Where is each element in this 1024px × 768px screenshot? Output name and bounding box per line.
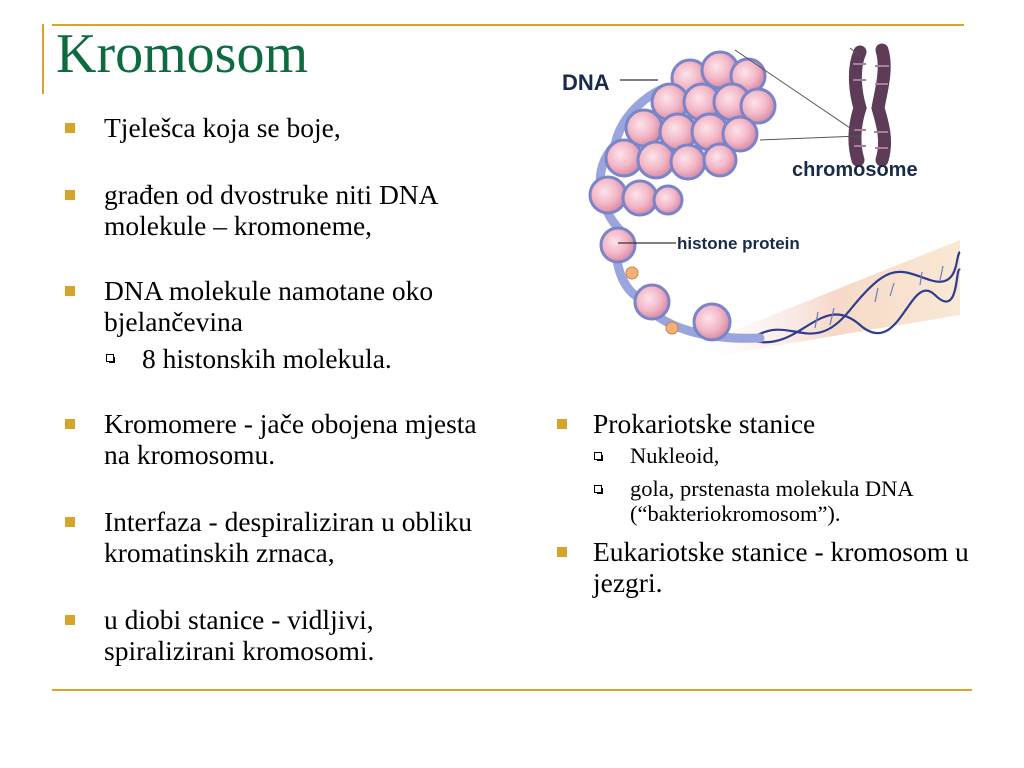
chromosome-label: chromosome	[792, 159, 918, 181]
chromosome-structure-figure	[560, 40, 965, 360]
sub-bullet-item	[592, 443, 975, 468]
bullet-text: Tjelešca koja se boje,	[104, 112, 341, 143]
bullet-text: Prokariotske stanice	[593, 408, 816, 439]
bullet-text: DNA molekule namotane oko bjelančevina	[104, 275, 434, 337]
square-bullet-icon	[65, 517, 75, 527]
hollow-square-bullet-icon	[594, 485, 602, 493]
sub-bullet-text: gola, prstenasta molekula DNA (“bakteriokromosom”).	[630, 476, 913, 526]
hollow-square-bullet-icon	[106, 354, 114, 362]
square-bullet-icon	[557, 547, 567, 557]
square-bullet-icon	[65, 286, 75, 296]
bottom-rule	[52, 689, 972, 691]
bullet-item	[62, 604, 502, 666]
square-bullet-icon	[557, 419, 567, 429]
hollow-square-bullet-icon	[594, 452, 602, 460]
bullet-text: građen od dvostruke niti DNA molekule – kromoneme,	[104, 179, 438, 241]
bullet-item	[62, 506, 502, 568]
bullet-text: u diobi stanice - vidljivi, spiralizirani kromosomi.	[104, 604, 375, 666]
chromosome-drawing	[853, 50, 889, 160]
square-bullet-icon	[65, 123, 75, 133]
square-bullet-icon	[65, 190, 75, 200]
right-bullet-list	[555, 408, 975, 598]
sub-bullet-text: 8 histonskih molekula.	[142, 343, 392, 374]
square-bullet-icon	[65, 615, 75, 625]
left-bullet-list	[62, 112, 502, 666]
bullet-text: Eukariotske stanice - kromosom u jezgri.	[593, 536, 969, 598]
sub-bullet-item	[104, 343, 502, 374]
bullet-item	[62, 408, 502, 470]
square-bullet-icon	[65, 419, 75, 429]
bullet-text: Interfaza - despiraliziran u obliku kromatinskih zrnaca,	[104, 506, 473, 568]
bullet-item	[555, 536, 975, 598]
bullet-item	[555, 408, 975, 439]
bullet-item	[62, 179, 502, 241]
nucleosome-beads	[590, 52, 775, 340]
bullet-item	[62, 112, 502, 143]
sub-bullet-item	[592, 476, 960, 526]
left-rule	[42, 24, 44, 94]
sub-bullet-text: Nukleoid,	[630, 443, 720, 468]
histone-protein-label: histone protein	[677, 234, 800, 253]
bullet-item	[62, 275, 502, 337]
bullet-text: Kromomere - jače obojena mjesta na kromosomu.	[104, 408, 477, 470]
dna-label: DNA	[562, 70, 610, 95]
slide-title: Kromosom	[56, 23, 308, 85]
